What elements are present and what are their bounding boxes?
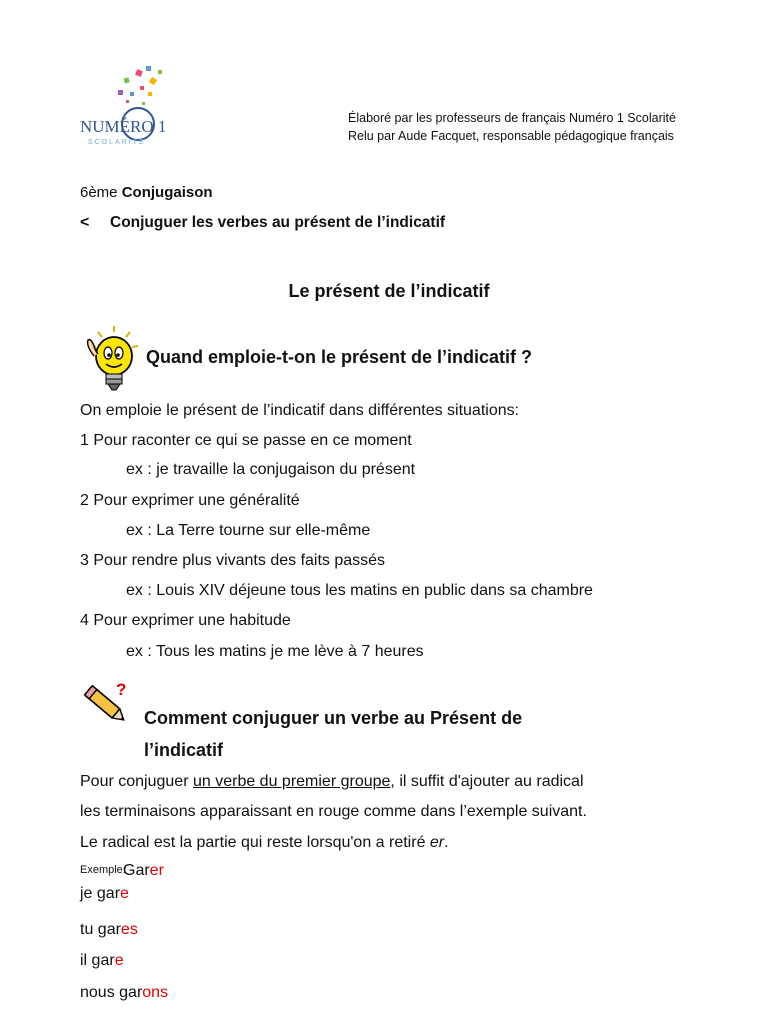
point-4: 4 Pour exprimer une habitude (80, 612, 291, 629)
logo-sub: SCOLARITÉ (88, 139, 146, 146)
section2-paragraph-2: les terminaisons apparaissant en rouge comme dans l’exemple suivant. (80, 803, 587, 820)
section2-heading (144, 702, 522, 766)
conj-ending: e (114, 952, 124, 969)
conjugation-row (80, 984, 168, 1002)
p3-after: . (444, 834, 449, 851)
objective (80, 214, 445, 232)
p3-italic: er (429, 834, 445, 851)
grade: 6ème (80, 184, 118, 201)
point-2: 2 Pour exprimer une généralité (80, 492, 300, 509)
example-label: Exemple: (80, 864, 126, 876)
pencil-question-icon (80, 680, 134, 730)
example-1: ex : je travaille la conjugaison du présent (126, 461, 416, 478)
conjugation-row (80, 952, 124, 970)
conj-stem: tu gar (80, 921, 121, 938)
conj-ending: es (120, 921, 138, 938)
objective-text: Conjuguer les verbes au présent de l’indicatif (110, 214, 446, 231)
conj-ending: ons (142, 984, 169, 1001)
lightbulb-icon (76, 324, 138, 392)
credit-line-2: Relu par Aude Facquet, responsable pédagogique français (348, 129, 674, 143)
section2-paragraph-1 (80, 773, 584, 791)
numero1-logo (80, 62, 180, 162)
example-verb (123, 862, 164, 880)
conj-stem: il gar (80, 952, 115, 969)
conj-ending: e (120, 885, 129, 902)
point-1: 1 Pour raconter ce qui se passe en ce moment (80, 432, 412, 449)
verb-radical: Gar (123, 862, 150, 879)
conjugation-row (80, 921, 138, 939)
level-line (80, 184, 213, 201)
conj-stem: je gar (80, 885, 121, 902)
section2-heading-line1: Comment conjuguer un verbe au Présent de (144, 708, 523, 728)
conjugation-row (80, 885, 129, 903)
section2-heading-line2: l’indicatif (144, 740, 224, 760)
subject: Conjugaison (121, 184, 213, 201)
section1-heading: Quand emploie-t-on le présent de l’indicatif ? (146, 347, 533, 367)
credit-line-1: Élaboré par les professeurs de français Numéro 1 Scolarité (348, 111, 676, 125)
section1-intro: On emploie le présent de l’indicatif dans différentes situations: (80, 402, 520, 419)
example-2: ex : La Terre tourne sur elle-même (126, 522, 371, 539)
p1-before: Pour conjuguer (80, 773, 193, 790)
section2-paragraph-3 (80, 834, 449, 852)
p1-after: , il suffit d'ajouter au radical (390, 773, 584, 790)
arrow-icon: < (80, 214, 90, 231)
svg-text:?: ? (116, 680, 127, 699)
example-4: ex : Tous les matins je me lève à 7 heures (126, 643, 424, 660)
point-3: 3 Pour rendre plus vivants des faits passés (80, 552, 386, 569)
conj-stem: nous gar (80, 984, 143, 1001)
logo-text: NUMÉRO 1 (80, 117, 167, 136)
p3-before: Le radical est la partie qui reste lorsqu'on a retiré (80, 834, 430, 851)
example-3: ex : Louis XIV déjeune tous les matins en public dans sa chambre (126, 582, 593, 599)
first-group-link-text: un verbe du premier groupe (192, 773, 391, 790)
credits (348, 109, 676, 145)
verb-ending: er (149, 862, 164, 879)
page-title: Le présent de l’indicatif (288, 281, 490, 301)
